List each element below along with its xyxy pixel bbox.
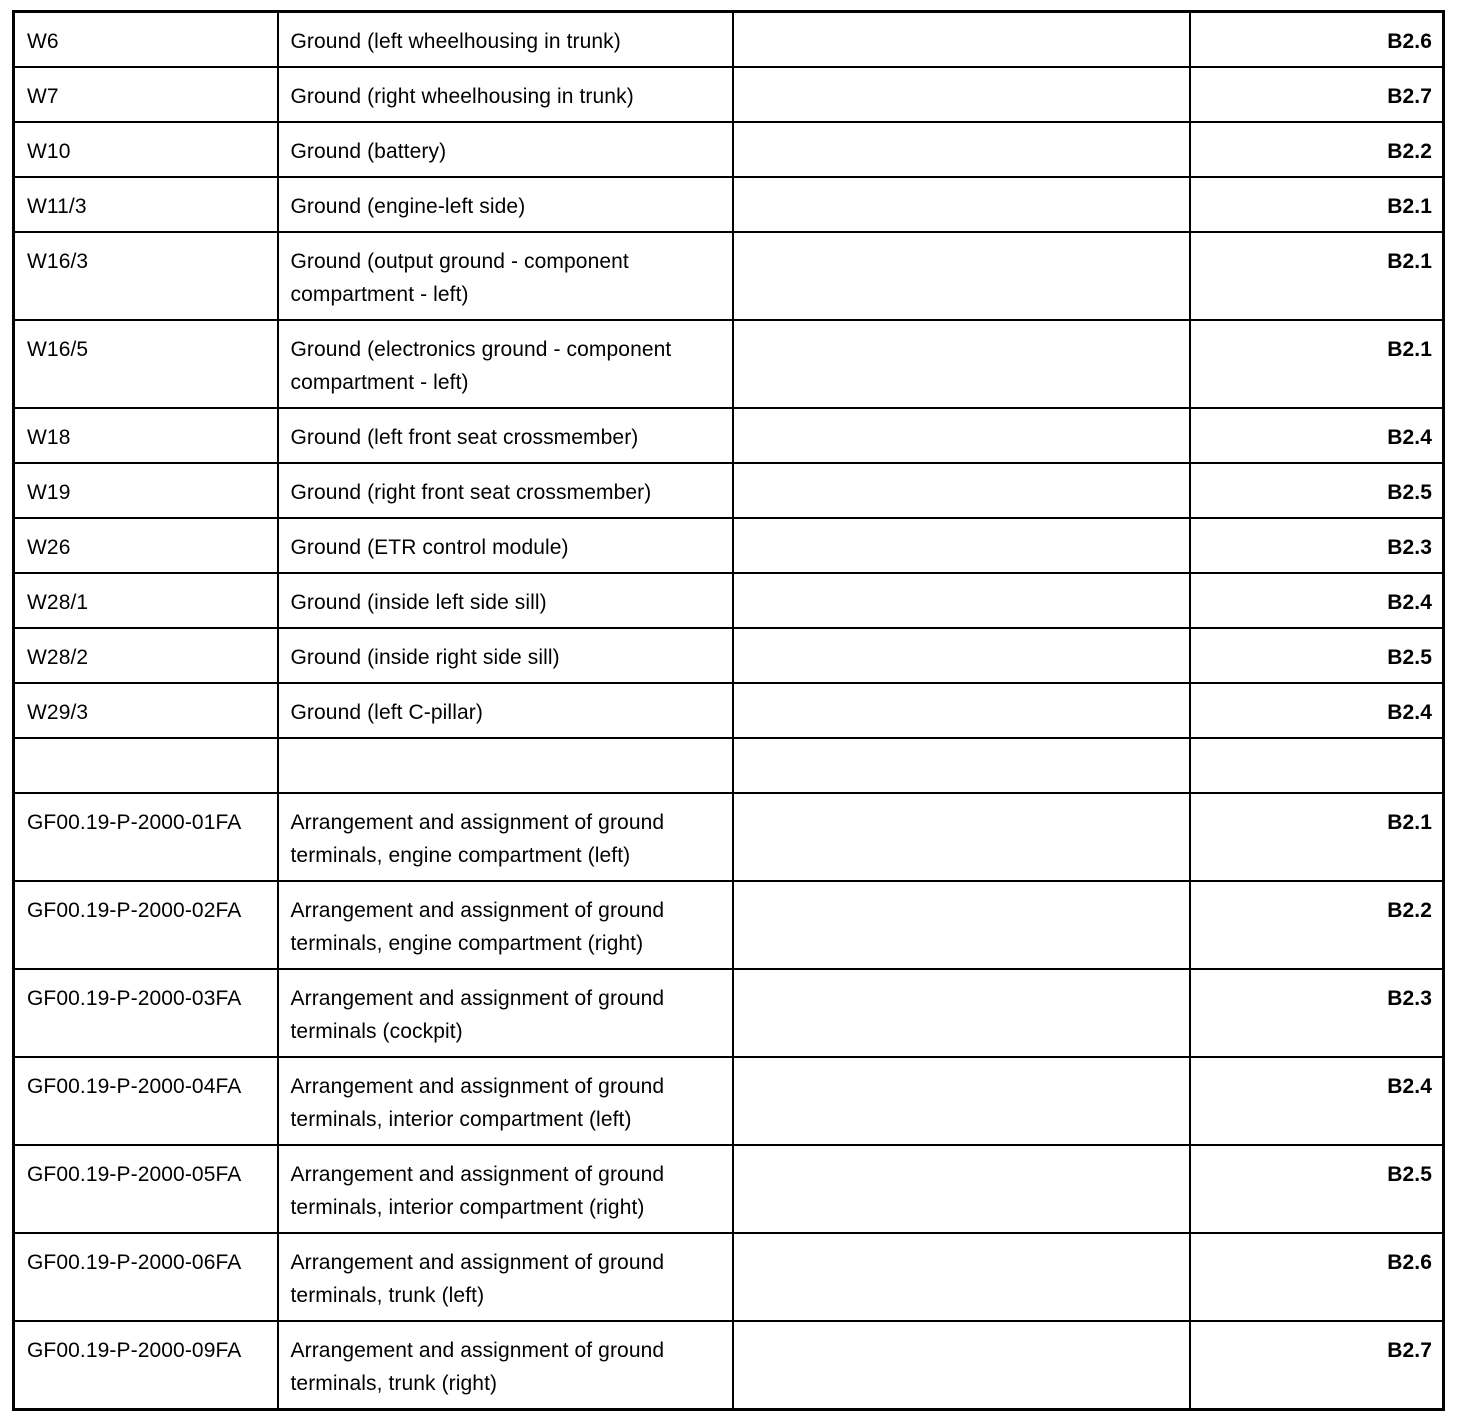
table-row	[14, 793, 1444, 881]
diagram-reference: B2.7	[1190, 67, 1444, 122]
notes-cell	[733, 573, 1190, 628]
ground-code: W28/1	[14, 573, 278, 628]
table-row	[14, 969, 1444, 1057]
ground-description: Arrangement and assignment of ground terminals, engine compartment (left)	[278, 793, 733, 881]
ground-code: W26	[14, 518, 278, 573]
ground-code: W11/3	[14, 177, 278, 232]
diagram-reference: B2.1	[1190, 793, 1444, 881]
table-row	[14, 463, 1444, 518]
ground-description: Ground (inside left side sill)	[278, 573, 733, 628]
ground-description: Arrangement and assignment of ground terminals, trunk (right)	[278, 1321, 733, 1410]
ground-description: Ground (left C-pillar)	[278, 683, 733, 738]
table-row	[14, 408, 1444, 463]
ground-code: GF00.19-P-2000-06FA	[14, 1233, 278, 1321]
notes-cell	[733, 1233, 1190, 1321]
table-body	[14, 12, 1444, 1410]
table-row	[14, 320, 1444, 408]
ground-code	[14, 738, 278, 793]
diagram-reference: B2.3	[1190, 518, 1444, 573]
ground-code: GF00.19-P-2000-01FA	[14, 793, 278, 881]
ground-description: Arrangement and assignment of ground terminals (cockpit)	[278, 969, 733, 1057]
diagram-reference: B2.2	[1190, 122, 1444, 177]
ground-description: Arrangement and assignment of ground terminals, trunk (left)	[278, 1233, 733, 1321]
ground-code: GF00.19-P-2000-02FA	[14, 881, 278, 969]
notes-cell	[733, 1145, 1190, 1233]
diagram-reference: B2.5	[1190, 463, 1444, 518]
ground-description	[278, 738, 733, 793]
notes-cell	[733, 969, 1190, 1057]
diagram-reference: B2.5	[1190, 628, 1444, 683]
notes-cell	[733, 1057, 1190, 1145]
ground-description: Ground (engine-left side)	[278, 177, 733, 232]
ground-code: W16/5	[14, 320, 278, 408]
notes-cell	[733, 408, 1190, 463]
table-row	[14, 1321, 1444, 1410]
table-row	[14, 232, 1444, 320]
diagram-reference: B2.4	[1190, 1057, 1444, 1145]
ground-code: W19	[14, 463, 278, 518]
table-row	[14, 12, 1444, 68]
notes-cell	[733, 683, 1190, 738]
ground-description: Ground (battery)	[278, 122, 733, 177]
table-row	[14, 67, 1444, 122]
notes-cell	[733, 1321, 1190, 1410]
notes-cell	[733, 67, 1190, 122]
ground-code: GF00.19-P-2000-04FA	[14, 1057, 278, 1145]
diagram-reference: B2.7	[1190, 1321, 1444, 1410]
diagram-reference: B2.6	[1190, 1233, 1444, 1321]
ground-description: Ground (electronics ground - component compartment - left)	[278, 320, 733, 408]
diagram-reference: B2.4	[1190, 683, 1444, 738]
ground-code: W6	[14, 12, 278, 68]
diagram-reference: B2.1	[1190, 232, 1444, 320]
table-row	[14, 628, 1444, 683]
table-row	[14, 1233, 1444, 1321]
ground-description: Ground (ETR control module)	[278, 518, 733, 573]
ground-description: Ground (inside right side sill)	[278, 628, 733, 683]
ground-code: W18	[14, 408, 278, 463]
ground-points-table	[12, 10, 1445, 1411]
diagram-reference: B2.1	[1190, 320, 1444, 408]
notes-cell	[733, 12, 1190, 68]
ground-description: Ground (left wheelhousing in trunk)	[278, 12, 733, 68]
ground-code: W28/2	[14, 628, 278, 683]
diagram-reference: B2.2	[1190, 881, 1444, 969]
diagram-reference: B2.1	[1190, 177, 1444, 232]
notes-cell	[733, 738, 1190, 793]
diagram-reference: B2.4	[1190, 573, 1444, 628]
diagram-reference: B2.4	[1190, 408, 1444, 463]
table-row	[14, 518, 1444, 573]
table-row	[14, 881, 1444, 969]
ground-code: W29/3	[14, 683, 278, 738]
notes-cell	[733, 518, 1190, 573]
table-row	[14, 122, 1444, 177]
ground-description: Ground (output ground - component compartment - left)	[278, 232, 733, 320]
diagram-reference: B2.3	[1190, 969, 1444, 1057]
ground-description: Arrangement and assignment of ground terminals, interior compartment (right)	[278, 1145, 733, 1233]
ground-code: GF00.19-P-2000-03FA	[14, 969, 278, 1057]
diagram-reference: B2.5	[1190, 1145, 1444, 1233]
notes-cell	[733, 320, 1190, 408]
notes-cell	[733, 463, 1190, 518]
ground-description: Arrangement and assignment of ground terminals, interior compartment (left)	[278, 1057, 733, 1145]
ground-description: Ground (right wheelhousing in trunk)	[278, 67, 733, 122]
table-row	[14, 1057, 1444, 1145]
diagram-reference	[1190, 738, 1444, 793]
table-row	[14, 177, 1444, 232]
notes-cell	[733, 177, 1190, 232]
notes-cell	[733, 122, 1190, 177]
ground-code: W16/3	[14, 232, 278, 320]
ground-code: W10	[14, 122, 278, 177]
ground-code: GF00.19-P-2000-09FA	[14, 1321, 278, 1410]
table-row-blank	[14, 738, 1444, 793]
table-row	[14, 1145, 1444, 1233]
ground-description: Ground (right front seat crossmember)	[278, 463, 733, 518]
diagram-reference: B2.6	[1190, 12, 1444, 68]
ground-code: W7	[14, 67, 278, 122]
ground-description: Arrangement and assignment of ground terminals, engine compartment (right)	[278, 881, 733, 969]
notes-cell	[733, 881, 1190, 969]
table-row	[14, 573, 1444, 628]
ground-code: GF00.19-P-2000-05FA	[14, 1145, 278, 1233]
table-row	[14, 683, 1444, 738]
notes-cell	[733, 793, 1190, 881]
ground-description: Ground (left front seat crossmember)	[278, 408, 733, 463]
notes-cell	[733, 628, 1190, 683]
notes-cell	[733, 232, 1190, 320]
